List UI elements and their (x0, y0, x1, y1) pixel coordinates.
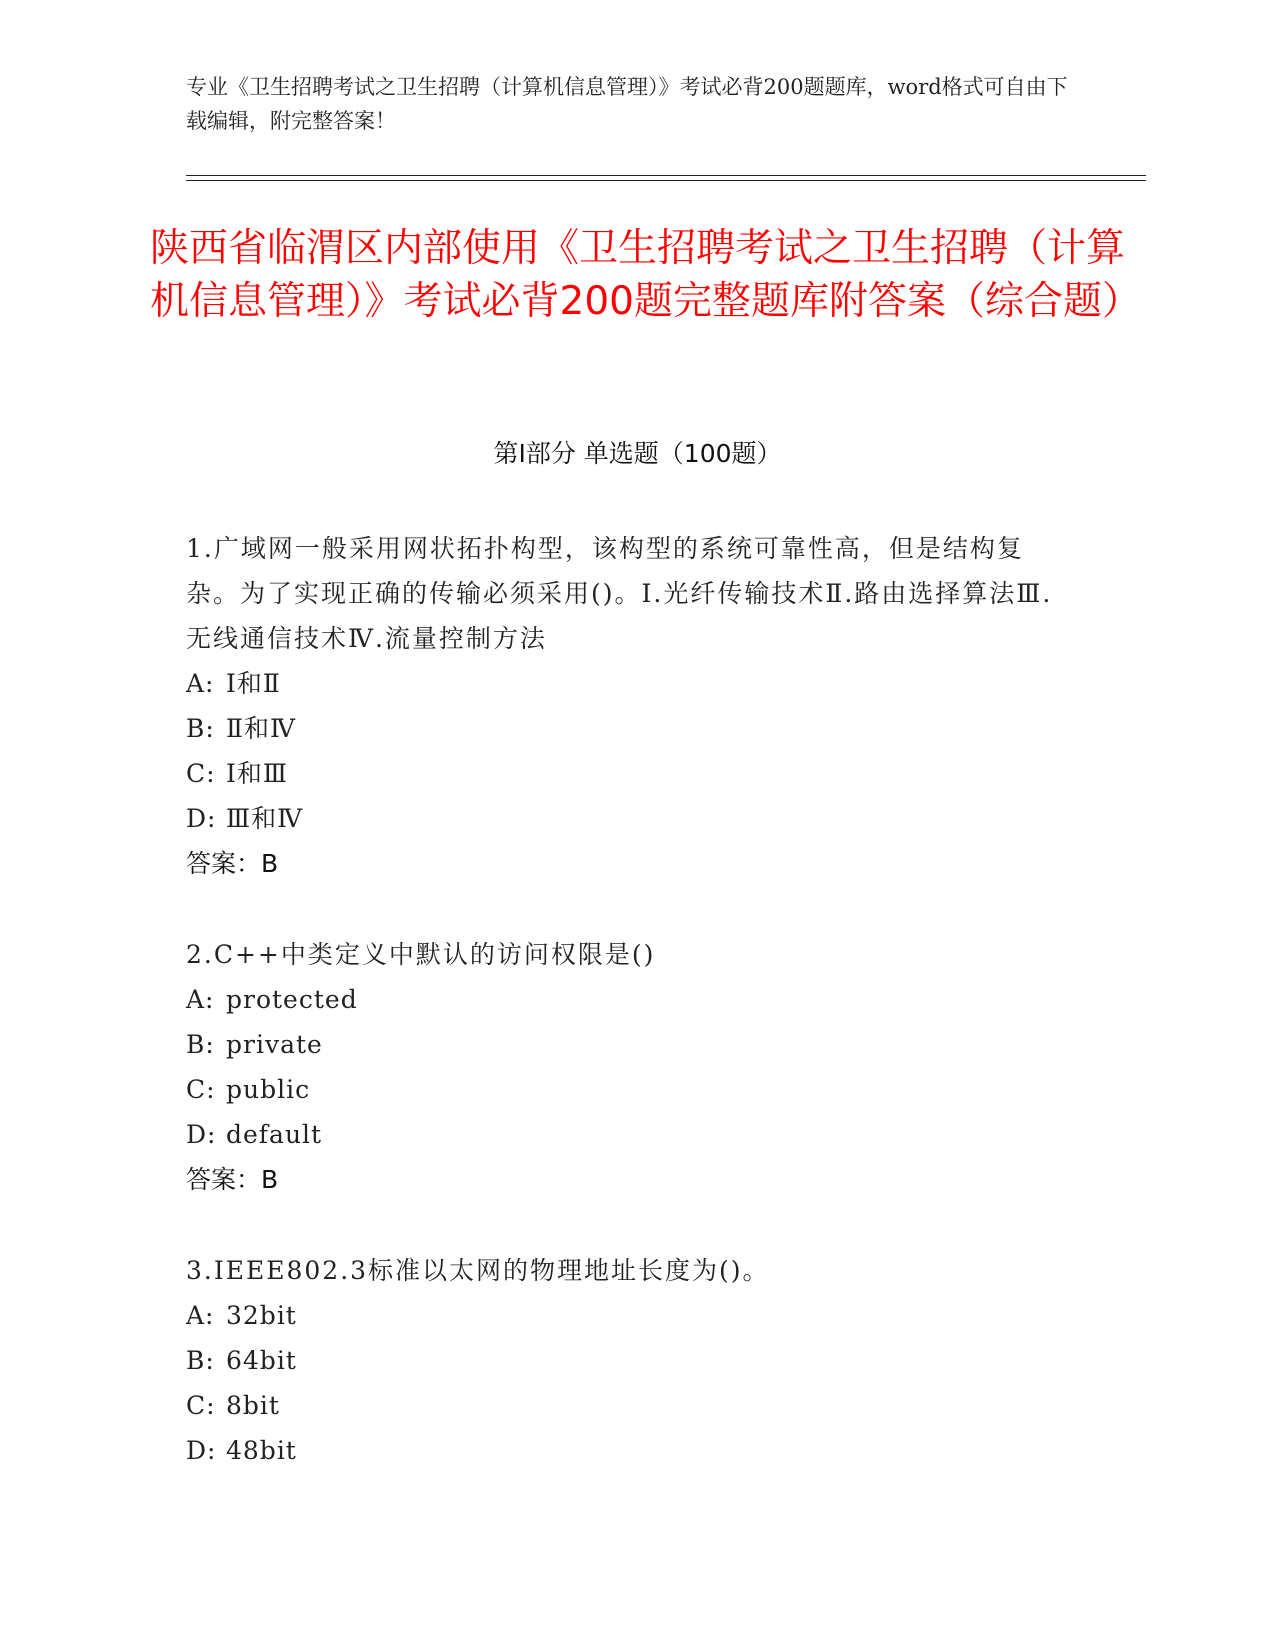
option-list (186, 977, 1066, 1157)
option-text: Ⅰ和Ⅱ (226, 669, 281, 698)
option-text: Ⅰ和Ⅲ (226, 759, 288, 788)
option-text: protected (226, 985, 358, 1014)
option-letter: D: (186, 804, 217, 833)
option-letter: B: (186, 1030, 215, 1059)
option-text: default (226, 1120, 323, 1149)
answer-line: 答案：B (186, 849, 279, 878)
option-letter: A: (186, 1301, 215, 1330)
option-d (186, 1112, 1066, 1157)
option-letter: D: (186, 1120, 217, 1149)
option-text: Ⅱ和Ⅳ (226, 714, 296, 743)
option-b (186, 1338, 1066, 1383)
option-letter: B: (186, 714, 215, 743)
option-c (186, 1067, 1066, 1112)
option-text: 8bit (226, 1391, 280, 1420)
header-divider-top (186, 175, 1146, 176)
option-a (186, 661, 1066, 706)
option-letter: C: (186, 759, 216, 788)
question-stem: 1.广域网一般采用网状拓扑构型，该构型的系统可靠性高，但是结构复杂。为了实现正确的传输必须采用()。Ⅰ.光纤传输技术Ⅱ.路由选择算法Ⅲ.无线通信技术Ⅳ.流量控制方法 (186, 534, 1053, 653)
section-heading: 第Ⅰ部分 单选题（100题） (493, 439, 782, 468)
option-letter: C: (186, 1391, 216, 1420)
option-text: Ⅲ和Ⅳ (226, 804, 304, 833)
option-a (186, 977, 1066, 1022)
option-list (186, 1293, 1066, 1473)
question-stem: 2.C++中类定义中默认的访问权限是() (186, 940, 656, 969)
question-stem: 3.IEEE802.3标准以太网的物理地址长度为()。 (186, 1256, 770, 1285)
option-text: private (226, 1030, 323, 1059)
option-letter: A: (186, 985, 215, 1014)
option-letter: B: (186, 1346, 215, 1375)
option-list (186, 661, 1066, 841)
header-divider-bottom (186, 180, 1146, 181)
option-b (186, 706, 1066, 751)
option-d (186, 796, 1066, 841)
header-note: 专业《卫生招聘考试之卫生招聘（计算机信息管理）》考试必背200题题库，word格式可自由下载编辑，附完整答案！ (186, 75, 1068, 133)
option-d (186, 1428, 1066, 1473)
question-list (186, 526, 1066, 1519)
document-title: 陕西省临渭区内部使用《卫生招聘考试之卫生招聘（计算机信息管理）》考试必背200题完整题库附答案（综合题） (150, 226, 1141, 324)
option-c (186, 1383, 1066, 1428)
question-1 (186, 526, 1066, 886)
question-3 (186, 1248, 1066, 1473)
option-text: public (226, 1075, 311, 1104)
option-text: 32bit (226, 1301, 297, 1330)
question-2 (186, 932, 1066, 1202)
option-a (186, 1293, 1066, 1338)
option-c (186, 751, 1066, 796)
option-text: 48bit (226, 1436, 297, 1465)
option-letter: C: (186, 1075, 216, 1104)
answer-line: 答案：B (186, 1165, 279, 1194)
option-letter: A: (186, 669, 215, 698)
option-letter: D: (186, 1436, 217, 1465)
option-b (186, 1022, 1066, 1067)
option-text: 64bit (226, 1346, 297, 1375)
